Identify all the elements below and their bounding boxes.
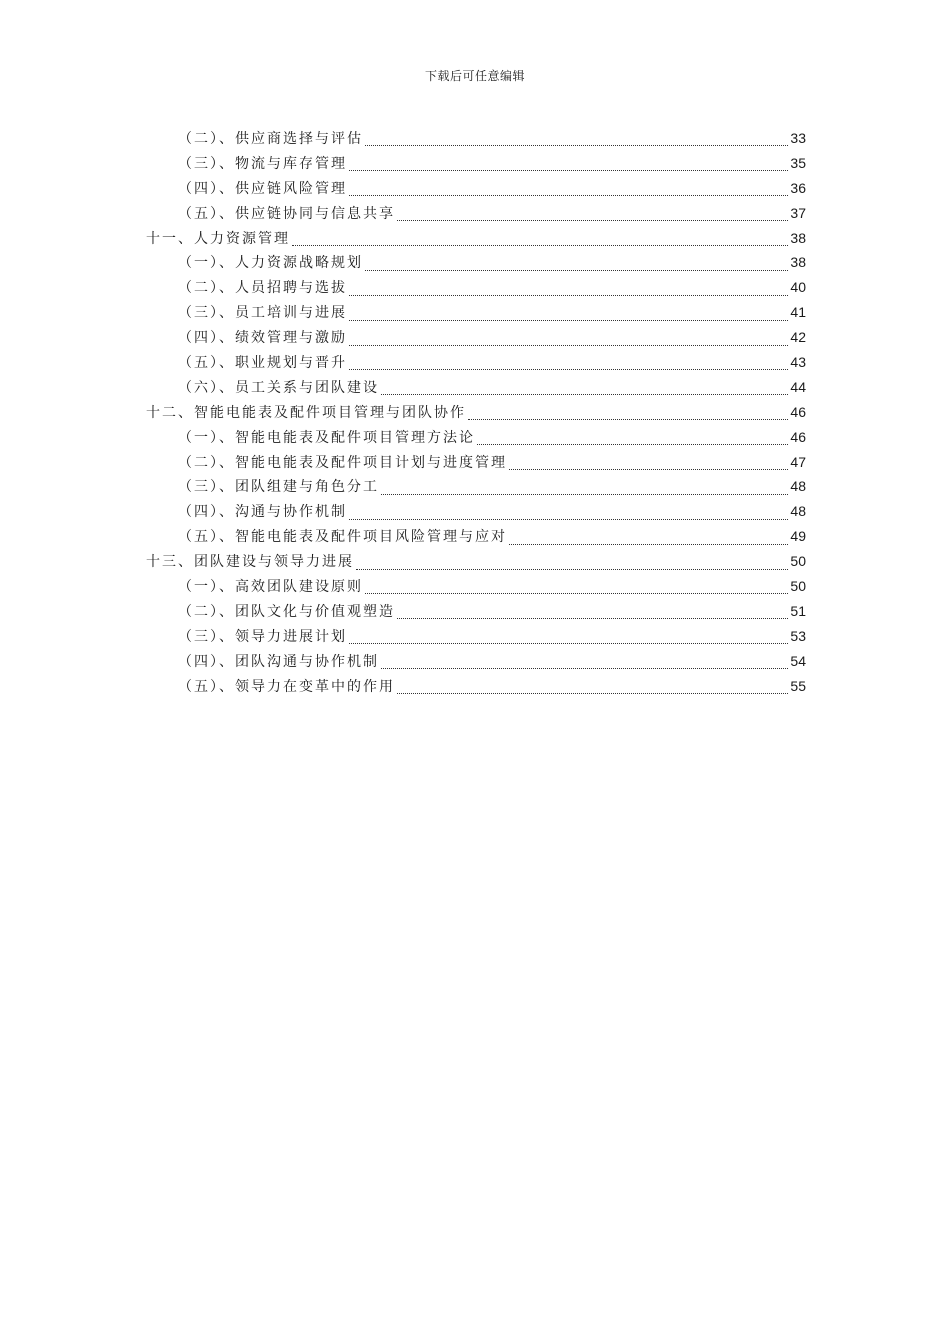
toc-page-number: 33 (790, 130, 806, 146)
toc-dot-leader (365, 144, 788, 146)
toc-dot-leader (349, 169, 788, 171)
toc-entry-label: （二）、智能电能表及配件项目计划与进度管理 (178, 454, 507, 471)
toc-page-number: 51 (790, 602, 806, 619)
toc-entry-label: （四）、团队沟通与协作机制 (178, 653, 379, 670)
toc-page-number: 48 (790, 478, 806, 495)
toc-dot-leader (349, 344, 788, 346)
toc-dot-leader (349, 319, 788, 321)
toc-section-entry[interactable] (146, 524, 806, 549)
toc-page-number: 53 (790, 627, 806, 644)
toc-page-number: 50 (790, 578, 806, 595)
toc-entry-label: （一）、高效团队建设原则 (178, 579, 363, 596)
toc-dot-leader (381, 667, 788, 669)
toc-entry-label: （一）、智能电能表及配件项目管理方法论 (178, 429, 475, 446)
toc-page-number: 38 (790, 254, 806, 271)
toc-page-number: 49 (790, 528, 806, 545)
toc-section-entry[interactable] (146, 350, 806, 375)
toc-section-entry[interactable] (146, 574, 806, 599)
toc-section-entry[interactable] (146, 275, 806, 300)
toc-section-entry[interactable] (146, 624, 806, 649)
toc-page-number: 42 (790, 329, 806, 346)
toc-section-entry[interactable] (146, 151, 806, 176)
toc-page-number: 38 (790, 229, 806, 246)
toc-page-number: 35 (790, 154, 806, 171)
toc-dot-leader (365, 592, 788, 594)
toc-section-entry[interactable] (146, 474, 806, 499)
toc-section-entry[interactable] (146, 375, 806, 400)
toc-entry-label: （三）、领导力进展计划 (178, 628, 347, 645)
toc-entry-label: 十二、智能电能表及配件项目管理与团队协作 (146, 404, 466, 421)
toc-dot-leader (397, 692, 788, 694)
toc-dot-leader (365, 269, 788, 271)
toc-page-number: 47 (790, 453, 806, 470)
toc-page-number: 46 (790, 428, 806, 445)
toc-page-number: 37 (790, 204, 806, 221)
toc-section-entry[interactable] (146, 599, 806, 624)
toc-dot-leader (349, 194, 788, 196)
toc-section-entry[interactable] (146, 126, 806, 151)
toc-entry-label: （一）、人力资源战略规划 (178, 255, 363, 272)
toc-entry-label: （五）、职业规划与晋升 (178, 355, 347, 372)
toc-dot-leader (349, 294, 788, 296)
toc-dot-leader (349, 368, 788, 370)
toc-entry-label: 十一、人力资源管理 (146, 230, 290, 247)
toc-dot-leader (349, 518, 788, 520)
toc-section-entry[interactable] (146, 325, 806, 350)
toc-entry-label: （五）、领导力在变革中的作用 (178, 678, 395, 695)
toc-entry-label: （六）、员工关系与团队建设 (178, 379, 379, 396)
toc-dot-leader (381, 393, 788, 395)
toc-entry-label: （四）、沟通与协作机制 (178, 504, 347, 521)
toc-entry-label: （四）、绩效管理与激励 (178, 330, 347, 347)
toc-page-number: 55 (790, 677, 806, 694)
table-of-contents (146, 126, 806, 698)
toc-dot-leader (468, 418, 788, 420)
toc-chapter-entry[interactable] (146, 549, 806, 574)
toc-section-entry[interactable] (146, 425, 806, 450)
toc-section-entry[interactable] (146, 300, 806, 325)
toc-section-entry[interactable] (146, 250, 806, 275)
toc-dot-leader (356, 568, 788, 570)
toc-entry-label: （五）、供应链协同与信息共享 (178, 205, 395, 222)
toc-dot-leader (349, 642, 788, 644)
toc-dot-leader (509, 543, 788, 545)
toc-chapter-entry[interactable] (146, 226, 806, 251)
toc-page-number: 40 (790, 279, 806, 296)
toc-entry-label: （二）、人员招聘与选拔 (178, 280, 347, 297)
toc-entry-label: （二）、团队文化与价值观塑造 (178, 603, 395, 620)
toc-entry-label: （四）、供应链风险管理 (178, 180, 347, 197)
toc-page-number: 46 (790, 403, 806, 420)
toc-section-entry[interactable] (146, 450, 806, 475)
toc-dot-leader (381, 493, 788, 495)
toc-page-number: 43 (790, 354, 806, 371)
toc-dot-leader (509, 468, 788, 470)
toc-entry-label: （二）、供应商选择与评估 (178, 131, 363, 147)
toc-chapter-entry[interactable] (146, 400, 806, 425)
toc-page-number: 54 (790, 652, 806, 669)
toc-entry-label: （三）、物流与库存管理 (178, 155, 347, 172)
toc-dot-leader (477, 443, 788, 445)
toc-dot-leader (292, 244, 788, 246)
toc-page-number: 41 (790, 304, 806, 321)
toc-dot-leader (397, 617, 788, 619)
page-header: 下载后可任意编辑 (424, 69, 525, 83)
toc-section-entry[interactable] (146, 674, 806, 699)
toc-section-entry[interactable] (146, 649, 806, 674)
toc-page-number: 44 (790, 378, 806, 395)
toc-section-entry[interactable] (146, 176, 806, 201)
toc-entry-label: （五）、智能电能表及配件项目风险管理与应对 (178, 529, 507, 546)
toc-page-number: 50 (790, 553, 806, 570)
toc-dot-leader (397, 219, 788, 221)
toc-page-number: 36 (790, 179, 806, 196)
toc-entry-label: （三）、团队组建与角色分工 (178, 479, 379, 496)
toc-page-number: 48 (790, 503, 806, 520)
toc-section-entry[interactable] (146, 201, 806, 226)
toc-section-entry[interactable] (146, 499, 806, 524)
toc-entry-label: （三）、员工培训与进展 (178, 305, 347, 322)
toc-entry-label: 十三、团队建设与领导力进展 (146, 554, 354, 571)
